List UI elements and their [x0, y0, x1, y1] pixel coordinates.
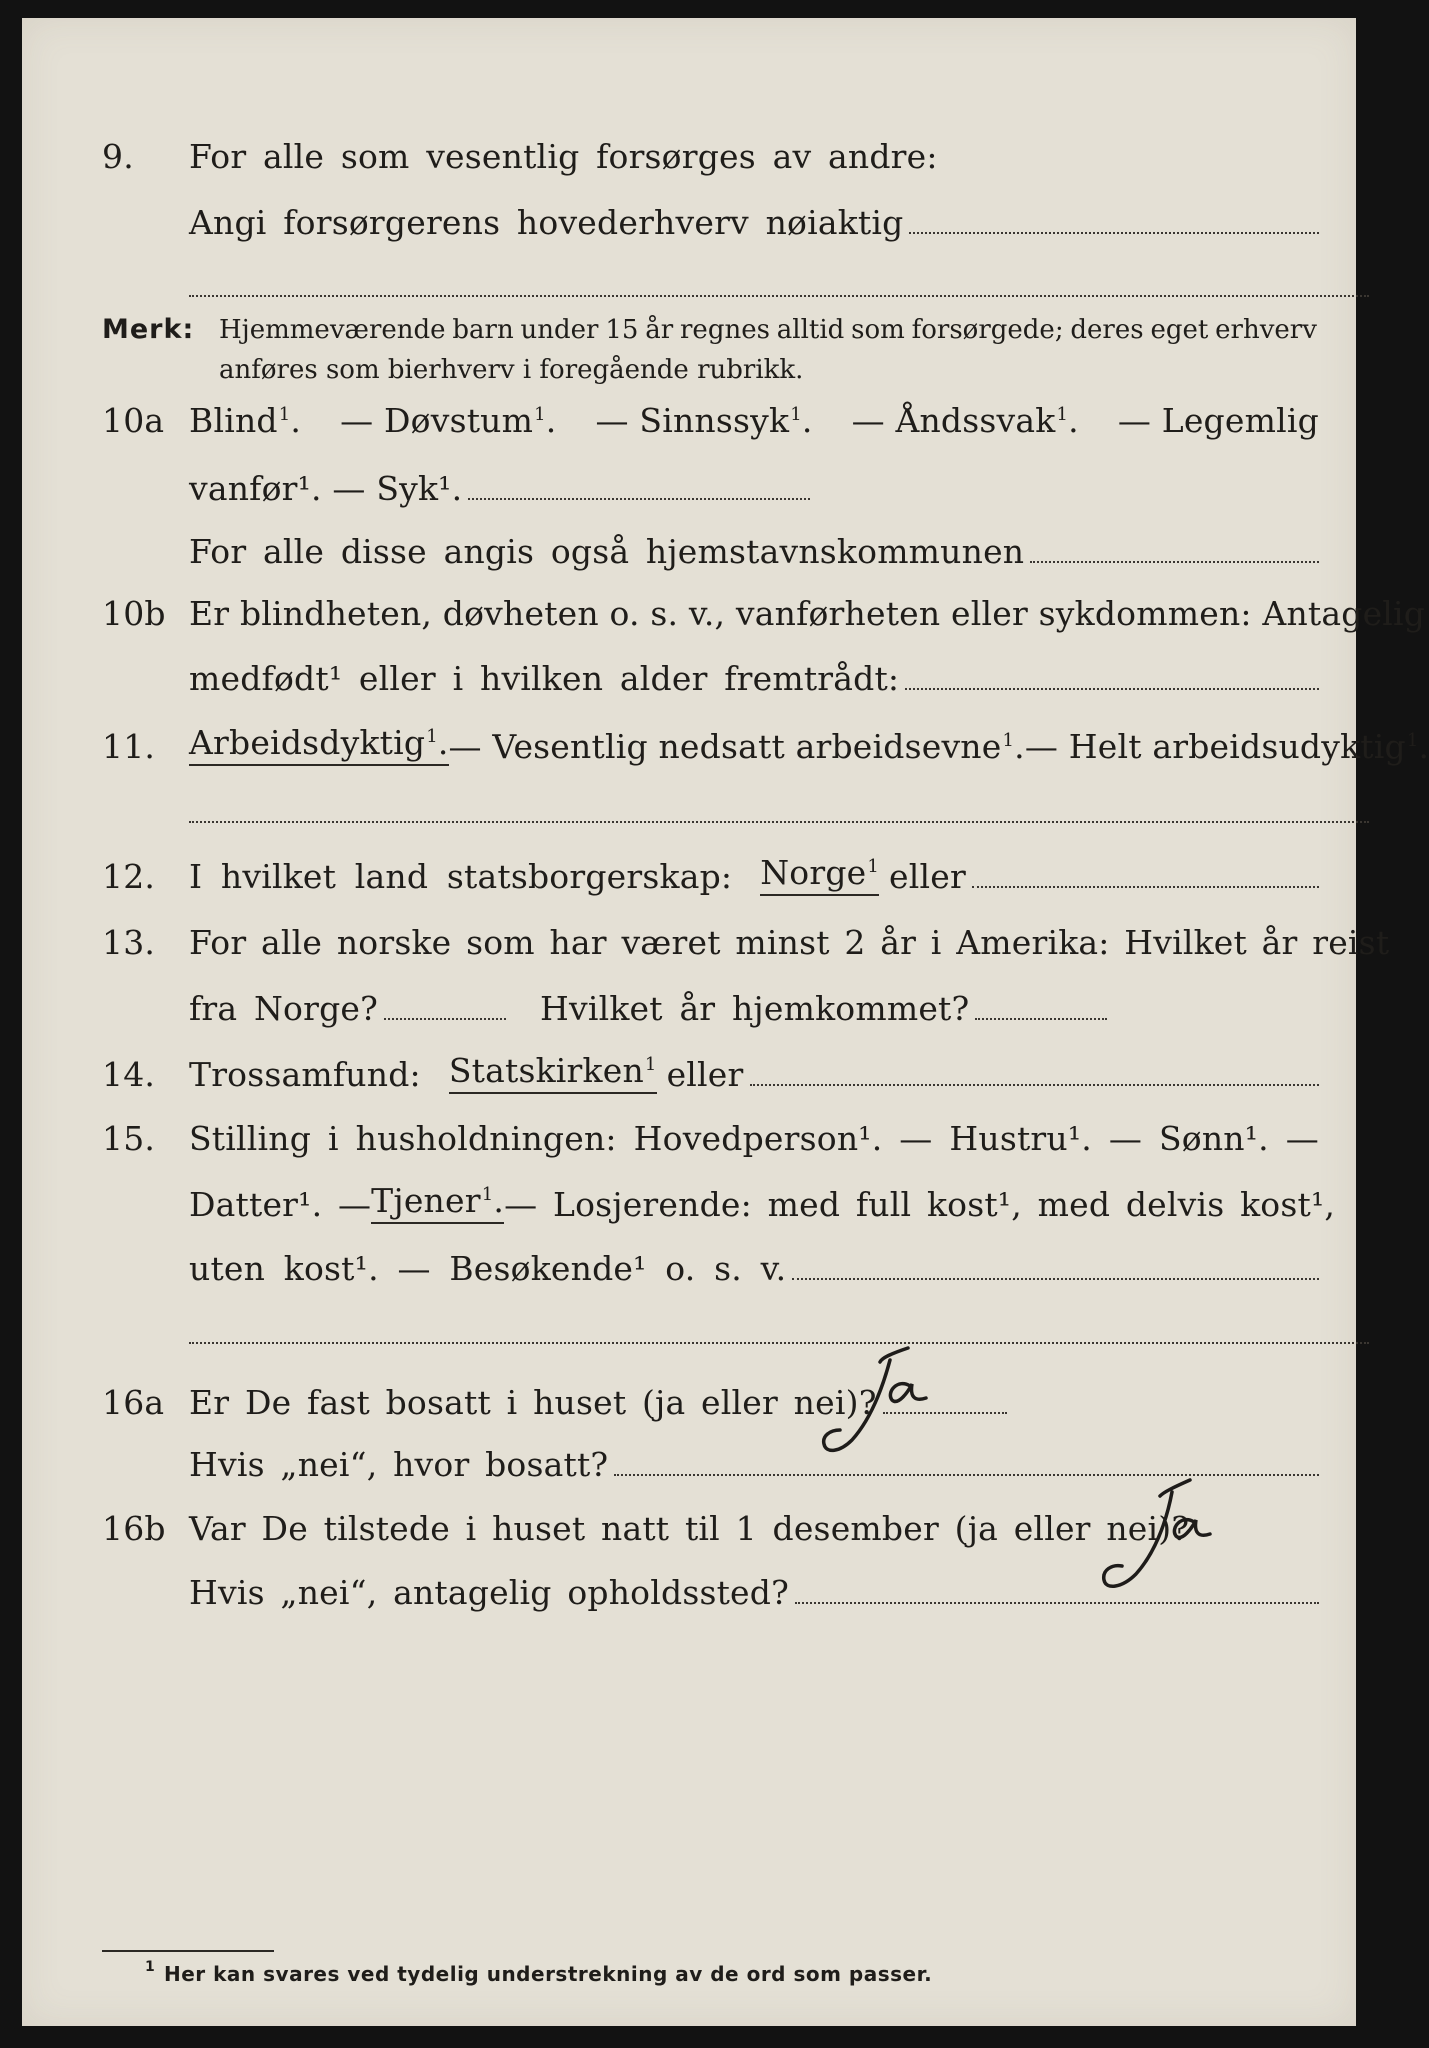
q10a-line2 [0, 470, 1379, 514]
q12-number: 12. [102, 857, 156, 896]
q16b-text: Var De tilstede i huset natt til 1 desember (ja eller nei)? [189, 1509, 1190, 1548]
q15-opt-hustru[interactable]: Hustru¹. [949, 1119, 1092, 1158]
q14-text: Trossamfund: [189, 1055, 421, 1094]
q10a-hjemstavn: For alle disse angis også hjemstavnskommunen [189, 532, 1025, 571]
q16a-line1 [0, 1384, 1379, 1428]
q14-line [0, 1051, 1379, 1100]
q9-line1 [0, 138, 1379, 182]
q13-number: 13. [102, 923, 156, 962]
q10a-vanfor-syk: vanfør¹. — Syk¹. [189, 469, 463, 508]
q11-line [0, 723, 1429, 772]
q15-extra-line[interactable] [189, 1342, 1369, 1344]
q10b-number: 10b [102, 594, 166, 633]
q10a-hjemstavn-field[interactable] [1030, 561, 1319, 563]
q9-text: For alle som vesentlig forsørges av andre: [189, 137, 938, 176]
q10a-number: 10a [102, 401, 165, 440]
q10a-opt-dovstum: — Døvstum$^1$. [340, 401, 557, 440]
footnote-text: Her kan svares ved tydelig understrekning av de ord som passer. [164, 1962, 933, 1986]
q13-reist-field[interactable] [384, 1018, 506, 1020]
q10a-opt-blind: Blind$^1$. [189, 401, 302, 440]
merk-line1: Hjemmeværende barn under 15 år regnes alltid som forsørgede; deres eget erhverv [219, 315, 1317, 345]
q12-answer-field[interactable] [972, 886, 1319, 888]
q16b-line2 [0, 1574, 1379, 1618]
merk-note [102, 310, 1317, 385]
q16a-handwritten-answer [790, 1340, 960, 1460]
q14-answer-field[interactable] [750, 1084, 1319, 1086]
q11-number: 11. [102, 727, 156, 766]
q10b-text2: medfødt¹ eller i hvilken alder fremtrådt: [189, 659, 900, 698]
q9-answer-field[interactable] [909, 232, 1319, 234]
q11-opt-nedsatt[interactable]: — Vesentlig nedsatt arbeidsevne$^1$. [448, 727, 1025, 766]
q12-answer-norge[interactable]: Norge$^1$ [760, 853, 879, 896]
q16b-number: 16b [102, 1509, 166, 1548]
q15-answer-field[interactable] [792, 1278, 1319, 1280]
q12-eller: eller [889, 857, 966, 896]
q15-number: 15. [102, 1119, 156, 1158]
q10b-answer-field[interactable] [905, 688, 1319, 690]
q9-line2 [0, 204, 1379, 248]
q13-hjemkommet-label: Hvilket år hjemkommet? [540, 989, 970, 1028]
footnote-rule [102, 1950, 274, 1952]
q13-line2 [0, 990, 1379, 1034]
q15-opt-datter[interactable]: Datter¹. — [189, 1185, 372, 1224]
q13-line1 [0, 923, 1390, 968]
q13-reist-label: fra Norge? [189, 989, 379, 1028]
q15-opt-hovedperson[interactable]: Hovedperson¹. [633, 1119, 883, 1158]
q15-opt-tjener[interactable]: Tjener$^1$. [371, 1181, 504, 1224]
q9-number: 9. [102, 137, 134, 176]
q13-text: For alle norske som har været minst 2 år i Amerika: Hvilket år reist [189, 923, 1390, 962]
q16b-opphold-label: Hvis „nei“, antagelig opholdssted? [189, 1573, 789, 1612]
merk-line2: anføres som bierhverv i foregående rubrikk. [219, 355, 804, 385]
q10a-line3 [0, 533, 1379, 577]
q16a-bosatt-label: Hvis „nei“, hvor bosatt? [189, 1445, 609, 1484]
q10a-opt-legemlig: — Legemlig [1117, 401, 1319, 440]
q16a-number: 16a [102, 1383, 165, 1422]
q9-text2: Angi forsørgerens hovederhverv nøiaktig [189, 203, 904, 242]
q10a-line1 [0, 402, 1379, 446]
q10b-line2 [0, 660, 1379, 704]
q16b-opphold-field[interactable] [795, 1602, 1319, 1604]
q15-line3 [0, 1250, 1379, 1294]
q10b-line1 [0, 594, 1426, 639]
merk-label: Merk: [102, 314, 195, 345]
q15-line2 [0, 1181, 1379, 1230]
q12-text: I hvilket land statsborgerskap: [189, 857, 733, 896]
q14-number: 14. [102, 1055, 156, 1094]
q15-line1: 15. Stilling i husholdningen: Hovedperson¹. — Hustru¹. — Sønn¹. — [102, 1119, 1319, 1158]
q15-opt-losjerende[interactable]: — Losjerende: med full kost¹, med delvis kost¹, [504, 1185, 1336, 1224]
q11-extra-line[interactable] [189, 821, 1369, 823]
footnote-mark: 1 [145, 1959, 156, 1975]
q12-line [0, 853, 1379, 902]
q11-opt-udyktig[interactable]: — Helt arbeidsudyktig$^1$. [1024, 727, 1429, 766]
q10a-opt-sinnssyk: — Sinnssyk$^1$. [595, 401, 813, 440]
q10b-text: Er blindheten, døvheten o. s. v., vanførheten eller sykdommen: Antagelig [189, 594, 1426, 633]
q13-hjemkommet-field[interactable] [975, 1018, 1107, 1020]
q11-opt-arbeidsdyktig[interactable]: Arbeidsdyktig$^1$. [189, 723, 449, 766]
q15-opt-uten-kost[interactable]: uten kost¹. — Besøkende¹ o. s. v. [189, 1249, 787, 1288]
q14-eller: eller [666, 1055, 744, 1094]
q14-answer-statskirken[interactable]: Statskirken$^1$ [449, 1051, 657, 1094]
q16a-text: Er De fast bosatt i huset (ja eller nei)? [189, 1383, 877, 1422]
footnote [145, 1959, 933, 1986]
q15-opt-sonn[interactable]: Sønn¹. [1158, 1119, 1269, 1158]
q10a-answer-field[interactable] [468, 498, 810, 500]
q10a-opt-andssvak: — Åndssvak$^1$. [851, 401, 1079, 440]
q9-extra-line[interactable] [189, 295, 1369, 297]
